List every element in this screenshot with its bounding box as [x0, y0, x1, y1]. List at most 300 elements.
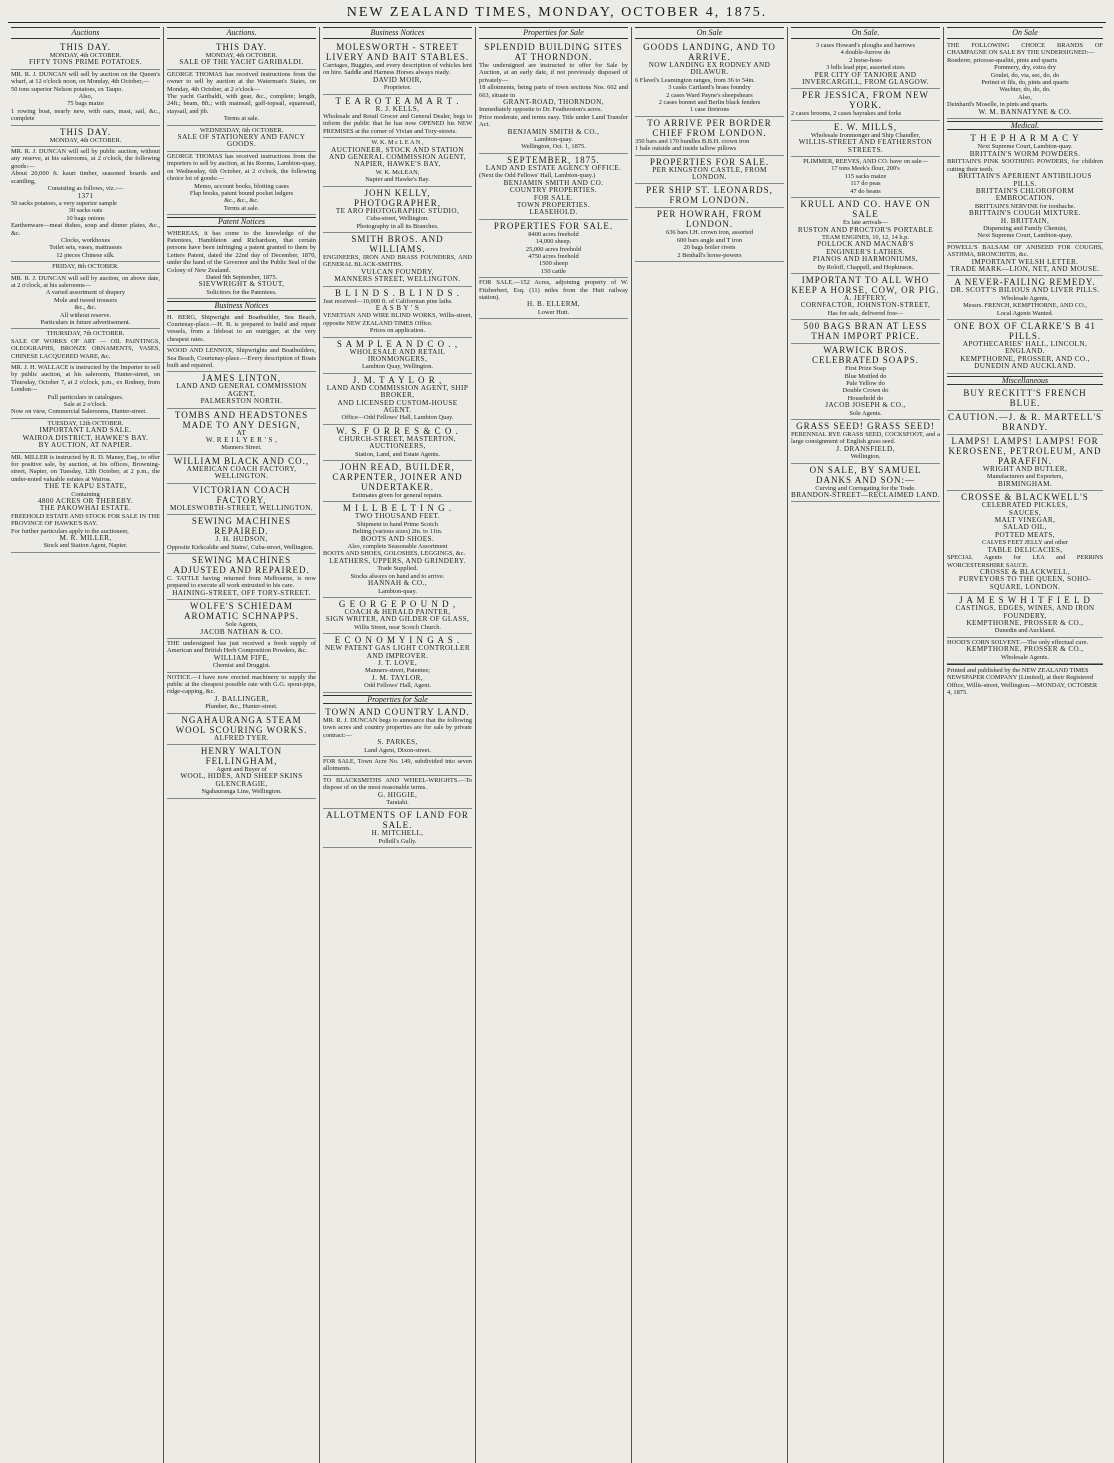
ad-line: GEORGE THOMAS has received instructions from the importers to sell by auction, at his Rooms, Lambton-quay, on Wednesday, 6th October, at 2 o'clock, the following choice lot of goods:—	[167, 152, 316, 183]
ad-line: MONDAY, 4th OCTOBER.	[49, 52, 122, 59]
advertisement	[323, 634, 472, 692]
ad-line: 2 cases Ward Payne's sheepshears	[666, 91, 753, 99]
advertisement	[167, 455, 316, 484]
ad-line: Station, Land, and Estate Agents.	[354, 450, 440, 458]
ad-line: POLLOCK AND MACNAB'S	[817, 240, 914, 249]
ad-line: 12 pieces Chinese silk.	[56, 251, 115, 259]
ad-line: GRANT-ROAD, THORNDON,	[503, 98, 604, 107]
ad-line: THE PAKOWHAI ESTATE.	[39, 504, 132, 513]
ad-line: 2 cases brooms, 2 cases hayrakes and forks	[791, 110, 902, 118]
advertisement	[323, 502, 472, 597]
ad-line: DR. SCOTT'S BILIOUS AND LIVER PILLS.	[950, 286, 1100, 295]
ad-line: MR. R. J. DUNCAN will sell by auction, on above date, at 2 o'clock, at his salerooms—	[11, 274, 160, 289]
ad-line: 2 Benhall's horse-powers	[677, 251, 742, 259]
ad-line: GOODS LANDING, AND TO ARRIVE.	[643, 42, 776, 62]
ad-line: WRIGHT AND BUTLER,	[982, 465, 1068, 474]
ad-line: Clocks, workboxes	[61, 236, 110, 244]
ad-line: JOHN KELLY, PHOTOGRAPHER,	[353, 187, 442, 208]
section-heading: Miscellaneous	[947, 376, 1103, 385]
ad-line: TUESDAY, 12th OCTOBER.	[47, 419, 124, 427]
ad-line: G. HIGGIE,	[377, 790, 418, 799]
advertisement	[11, 262, 160, 273]
ad-line: TOMBS AND HEADSTONES MADE TO ANY DESIGN,	[174, 409, 309, 430]
ad-line: W. M. BANNATYNE & CO.	[978, 107, 1072, 116]
ad-line: By Roloff, Chappell, and Hopkinson.	[817, 263, 914, 271]
ad-line: First Prize Soap	[845, 365, 886, 373]
ad-line: FOR SALE.—152 Acres, adjoining property of W. Fitzherbert, Esq. (11) miles from the Hutt railway station).	[479, 279, 628, 301]
ad-line: AND LICENSED CUSTOM-HOUSE AGENT.	[337, 398, 458, 414]
advertisement	[635, 208, 784, 262]
advertisement	[791, 41, 940, 89]
ad-line: NAPIER, HAWKE'S BAY,	[354, 160, 441, 169]
ad-line: DAVID MOIR,	[373, 75, 422, 84]
ad-line: 350 bars and 170 bundles B.B.H. crown iron	[635, 137, 750, 145]
column-heading: Auctions	[11, 27, 160, 39]
ad-line: 14,000 sheep.	[535, 238, 572, 246]
advertisement	[11, 453, 160, 553]
ad-line: J. T. LOVE,	[377, 658, 418, 667]
ad-line: Polhill's Gully.	[378, 837, 417, 845]
ad-line: 30 sacks oats	[68, 207, 103, 215]
ad-line: Deinhard's Moselle, in pints and quarts.	[947, 101, 1049, 109]
ad-line: Earthenware—meat dishes, soup and dinner plates, &c., &c.	[11, 222, 160, 237]
ad-line: Has for sale, delivered free—	[827, 309, 904, 317]
ad-line: For further particulars apply to the auctioneer,	[11, 527, 129, 535]
ad-line: THE FOLLOWING CHOICE BRANDS OF CHAMPAGNE ON SALE BY THE UNDERSIGNED:—	[947, 42, 1103, 57]
advertisement	[947, 387, 1103, 411]
ad-line: 25,000 acres freehold	[525, 245, 582, 253]
ad-line: A. JEFFERY,	[843, 293, 888, 302]
advertisement	[167, 41, 316, 70]
ad-line: WHEREAS, it has come to the knowledge of the Patentees, Hambleton and Richardson, that certain persons have been infringing a patent granted to them by Letters Patent, dated the 22nd day of December, 1870, under the hand of the Governor and the Public Seal of the Colony of New Zealand.	[167, 229, 316, 274]
ad-line: CASTINGS, EDGES, WINES, AND IRON FOUNDERY,	[955, 604, 1095, 620]
ad-line: J. DRANSFIELD,	[836, 444, 895, 453]
ad-line: WELLINGTON.	[214, 472, 269, 481]
ad-line: WOLFE'S SCHIEDAM AROMATIC SCHNAPPS.	[183, 601, 300, 622]
ad-line: The yacht Garibaldi, with gear, &c., complete; length, 24ft.; beam, 8ft.; with mainsail, gaff-topsail, squaresail, staysail, and jib.	[167, 93, 316, 115]
ad-line: PROPERTIES FOR SALE.	[649, 156, 770, 167]
advertisement	[323, 287, 472, 338]
ad-line: VICTORIAN COACH FACTORY,	[192, 484, 291, 505]
ad-line: Wholesale Agents.	[1001, 653, 1049, 661]
column-heading: Business Notices	[323, 27, 472, 39]
ad-line: 3 casks Cartland's brass foundry	[668, 84, 751, 92]
masthead: NEW ZEALAND TIMES, MONDAY, OCTOBER 4, 1875.	[8, 4, 1106, 23]
ad-line: WARWICK BROS. CELEBRATED SOAPS.	[811, 345, 919, 366]
ad-line: 4 double-furrow do	[840, 49, 891, 57]
ad-line: 8400 acres freehold	[528, 230, 579, 238]
ad-line: MONDAY, 4th OCTOBER.	[205, 52, 278, 59]
ad-line: COUNTRY PROPERTIES.	[509, 186, 598, 195]
ad-line: &c., &c.	[74, 304, 97, 312]
ad-line: NEW PATENT GAS LIGHT CONTROLLER AND IMPROVER.	[324, 644, 471, 660]
ad-line: LEATHERS, UPPERS, AND GRINDERY.	[329, 556, 466, 565]
ad-line: WHOLESALE AND RETAIL IRONMONGERS,	[349, 347, 446, 363]
ad-line: Also,	[1018, 93, 1032, 101]
ad-line: MALT VINEGAR,	[994, 516, 1056, 525]
ad-line: 17 tons Meek's flour, 200's	[831, 165, 900, 173]
ad-line: THE TE KAPU ESTATE,	[44, 482, 127, 491]
ad-line: THIS DAY.	[59, 42, 111, 52]
ad-line: Household do	[847, 394, 884, 402]
ad-line: Stocks always on hand and to arrive.	[350, 572, 445, 580]
ad-line: Full particulars in catalogues.	[47, 393, 124, 401]
ad-line: CELEBRATED PICKLES,	[981, 501, 1069, 510]
ad-line: A varied assortment of drapery	[45, 289, 126, 297]
ad-line: Napier and Hawke's Bay.	[365, 176, 430, 184]
ad-line: Ex late arrivals—	[842, 219, 889, 227]
ad-line: KEMPTHORNE, PROSSER & CO.,	[966, 618, 1084, 627]
advertisement	[167, 346, 316, 372]
advertisement	[167, 152, 316, 215]
ad-line: BOOTS AND SHOES, GOLOSHES, LEGGINGS, &c.	[323, 550, 466, 558]
advertisement	[791, 464, 940, 503]
ad-line: Also,	[78, 93, 93, 101]
ad-line: About 20,000 ft. kauri timber, seasoned boards and scantling,	[11, 170, 160, 185]
ad-line: AMERICAN COACH FACTORY,	[186, 464, 297, 473]
imprint-footer: Printed and published by the NEW ZEALAND TIMES NEWSPAPER COMPANY (Limited), at their Registered Office, Willis-street, Wellington.—MONDAY, OCTOBER 4, 1875.	[947, 664, 1103, 697]
ad-line: Wholesale and Retail Grocer and General Dealer, begs to inform the public that he has now OPENED his NEW PREMISES at the corner of Vivian and Tory-streets.	[323, 113, 472, 135]
ad-line: SALE OF THE YACHT GARIBALDI.	[179, 58, 304, 67]
ad-line: TE ARO PHOTOGRAPHIC STUDIO,	[335, 206, 460, 215]
ad-line: THE undersigned has just received a fresh supply of American and British Herb Composition Powders, &c.	[167, 639, 316, 655]
ad-line: JOHN READ, BUILDER, CARPENTER, JOINER AND UNDERTAKER.	[332, 462, 463, 493]
advertisement	[947, 320, 1103, 374]
ad-line: 1 case fireirons	[689, 106, 730, 114]
ad-line: AT	[236, 428, 247, 437]
ad-line: A NEVER-FAILING REMEDY.	[954, 277, 1096, 288]
ad-line: 50 tons superior Nelson potatoes, ex Taupo.	[11, 85, 123, 93]
ad-line: Willis Street, near Scotch Church.	[353, 623, 442, 631]
ad-line: COACH & HERALD PAINTER,	[344, 607, 451, 616]
ad-line: MR. R. J. DUNCAN will sell by auction on the Queen's wharf, at 12 o'clock noon, on Monday, 4th October,—	[11, 70, 160, 86]
ad-line: BRITTAIN'S COUGH MIXTURE.	[969, 209, 1081, 218]
ad-line: SEPTEMBER, 1875.	[507, 154, 600, 165]
ad-line: S. PARKES,	[377, 738, 418, 747]
ad-line: 115 sacks maize	[844, 172, 887, 180]
ad-line: SPLENDID BUILDING SITES AT THORNDON.	[484, 42, 623, 62]
ad-line: AUCTIONEERS,	[369, 442, 426, 451]
ad-line: MR. R. J. DUNCAN will sell by public auction, without any reserve, at his salerooms, at 2 o'clock, the following goods:—	[11, 148, 160, 170]
ad-line: IMPORTANT LAND SALE.	[39, 426, 132, 435]
ad-line: ON SALE, BY SAMUEL DANKS AND SON:—	[809, 464, 922, 485]
ad-line: LAND AND GENERAL COMMISSION AGENT,	[176, 382, 307, 398]
ad-line: SAUCES,	[1008, 508, 1042, 517]
advertisement	[167, 515, 316, 554]
ad-line: WEDNESDAY, 6th OCTOBER.	[199, 126, 284, 134]
ad-line: Terms at sale.	[223, 115, 260, 123]
advertisement	[947, 41, 1103, 119]
ad-line: 1371	[77, 191, 94, 200]
ad-line: S A M P L E A N D C O . ,	[336, 338, 459, 349]
advertisement	[323, 187, 472, 233]
column-heading: On Sale	[947, 27, 1103, 39]
ad-line: Pommery, dry, extra dry	[994, 64, 1056, 72]
ad-line: ENGINEER'S LATHES.	[826, 247, 905, 256]
ad-line: J A M E S W H I T F I E L D	[959, 595, 1091, 606]
ad-line: ALLOTMENTS OF LAND FOR SALE.	[326, 810, 469, 831]
advertisement	[167, 484, 316, 515]
column-3	[320, 27, 476, 1463]
advertisement	[323, 757, 472, 776]
ad-line: PERENNIAL RYE GRASS SEED, COCKSFOOT, and a large consignment of English grass seed.	[791, 431, 940, 446]
section-heading: Properties for Sale	[323, 695, 472, 704]
ad-line: E A S B Y ' S	[375, 303, 420, 312]
ad-line: WOOL, HIDES, AND SHEEP SKINS	[180, 772, 303, 781]
advertisement	[11, 419, 160, 453]
ad-line: T E A R O T E A M A R T .	[335, 95, 460, 106]
ad-line: Wholesale Agents,	[1001, 294, 1049, 302]
ad-line: 4750 acres freehold	[528, 252, 579, 260]
advertisement	[479, 220, 628, 278]
ad-line: SPECIAL Agents for LEA and PERRINS WORCESTERSHIRE SAUCE.	[947, 554, 1103, 569]
ad-line: MANNERS STREET, WELLINGTON.	[334, 275, 461, 284]
advertisement	[167, 229, 316, 300]
ad-line: Manners-street, Patentee;	[365, 667, 430, 675]
ad-line: Manufacturers and Exporters,	[986, 473, 1064, 481]
ad-line: Land Agent, Dixon-street.	[364, 746, 431, 754]
ad-line: Price moderate, and terms easy. Title under Land Transfer Act.	[479, 113, 628, 129]
ad-line: Immediately opposite to Dr. Featherston's acres.	[479, 106, 603, 114]
ad-line: T H E P H A R M A C Y	[970, 133, 1080, 144]
ad-line: 6 Flavel's Leamington ranges, from 36 to 54in.	[635, 76, 755, 84]
advertisement	[947, 491, 1103, 594]
ad-line: Sole Agents.	[849, 409, 882, 417]
ad-line: MR. MILLER is instructed by R. D. Maney, Esq., to offer for positive sale, by auction, at his offices, Browning-street, Napier, on Tuesday, 12th October, at 2 p.m., the under-noted valuable estates at Wairoa.	[11, 453, 160, 483]
ad-line: BRITTAIN'S PINK SOOTHING POWDERS, for children cutting their teeth.	[947, 158, 1103, 173]
ad-line: Also, complete Seasonable Assortment	[347, 543, 448, 551]
advertisement	[323, 461, 472, 502]
advertisement	[791, 344, 940, 420]
ad-line: Odd Fellows' Hall, Agent.	[364, 682, 431, 690]
advertisement	[167, 673, 316, 714]
advertisement	[11, 70, 160, 126]
ad-line: Curving and Corrugating for the Trade.	[815, 484, 916, 492]
advertisement	[167, 313, 316, 347]
advertisement	[947, 411, 1103, 435]
section-heading: Medical.	[947, 121, 1103, 130]
ad-line: 1500 sheep	[539, 260, 568, 268]
ad-line: BENJAMIN SMITH AND CO.	[503, 178, 604, 187]
ad-line: JACOB NATHAN & CO.	[200, 627, 283, 636]
ad-line: BUY RECKITT'S FRENCH BLUE.	[963, 388, 1087, 409]
column-4	[476, 27, 632, 1463]
ad-line: Double Crown do	[842, 387, 889, 395]
ad-line: LAND AND COMMISSION AGENT, SHIP BROKER,	[326, 383, 469, 400]
ad-line: W. R E I L Y E R ' S ,	[205, 436, 278, 445]
ad-line: Dunedin and Auckland.	[994, 627, 1056, 635]
ad-line: TO BLACKSMITHS AND WHEEL-WRIGHTS.—To dispose of on the most reasonable terms.	[323, 776, 472, 792]
advertisement	[323, 598, 472, 634]
ad-line: Mole and tweed trousers	[53, 296, 117, 304]
advertisement	[323, 425, 472, 461]
ad-line: Proprietor.	[383, 84, 412, 92]
ad-line: PROPERTIES FOR SALE.	[493, 220, 614, 231]
advertisement	[791, 420, 940, 464]
column-heading: Properties for Sale	[479, 27, 628, 39]
ad-line: WAIROA DISTRICT, HAWKE'S BAY.	[22, 433, 149, 442]
ad-line: CAUTION.—J. & R. MARTELL'S BRANDY.	[947, 412, 1103, 433]
ad-line: 600 bars angle and T iron	[676, 236, 743, 244]
ad-line: 3 bdls lead pipe, assorted sizes	[826, 64, 905, 72]
advertisement	[323, 706, 472, 757]
advertisement	[167, 639, 316, 673]
ad-line: 117 do peas	[850, 180, 881, 188]
ad-line: THIS DAY.	[59, 126, 111, 137]
ad-line: MOLESWORTH - STREET LIVERY AND BAIT STABLES.	[325, 42, 470, 62]
advertisement	[167, 126, 316, 152]
ad-line: CORNFACTOR, JOHNSTON-STREET,	[800, 301, 931, 310]
column-heading: On Sale	[635, 27, 784, 39]
ad-line: Opposite Kirkcaldie and Stains', Cuba-street, Wellington.	[167, 543, 314, 551]
ad-line: Agent and Buyer of	[216, 766, 267, 773]
ad-line: MOLESWORTH-STREET, WELLINGTON.	[169, 503, 314, 512]
ad-line: TOWN PROPERTIES.	[516, 200, 591, 209]
ad-line: PLIMMER, REEVES, AND CO. have on sale—	[803, 158, 928, 166]
advertisement	[167, 600, 316, 639]
ad-line: Dispensing and Family Chemist,	[983, 224, 1067, 232]
advertisement	[947, 435, 1103, 491]
ad-line: E C O N O M Y I N G A S .	[334, 635, 461, 646]
ad-line: 1 rowing boat, nearly new, with oars, mast, sail, &c., complete	[11, 107, 160, 123]
advertisement	[323, 374, 472, 425]
ad-line: TEAM ENGINES, 10, 12, 14 h.p.	[822, 233, 909, 241]
column-heading: On Sale.	[791, 27, 940, 39]
ad-line: IMPORTANT TO ALL WHO KEEP A HORSE, COW, OR PIG.	[791, 274, 940, 295]
section-heading: Business Notices	[167, 301, 316, 310]
advertisement	[323, 233, 472, 287]
ad-line: J. H. HUDSON,	[215, 535, 268, 544]
ad-line: PALMERSTON NORTH.	[200, 397, 283, 406]
ad-line: Perinet et fils, do, pints and quarts	[981, 79, 1069, 87]
ad-line: BIRMINGHAM.	[997, 479, 1053, 488]
ad-line: WOOD AND LENNOX, Shipwrights and Boatbuilders, Sea Beach, Courtenay-place.—Every description of Boats built and repaired.	[167, 347, 316, 370]
ad-line: MR. R. J. DUNCAN begs to announce that the following town acres and country properties are for sale by private contract:—	[323, 716, 472, 739]
ad-line: CROSSE & BLACKWELL,	[979, 567, 1071, 576]
ad-line: Shipment to hand Prime Scotch	[357, 520, 438, 528]
ad-line: Office—Odd Fellows' Hall, Lambton Quay.	[341, 414, 454, 422]
ad-line: Pale Yellow do	[846, 379, 885, 387]
advertisement	[167, 409, 316, 455]
ad-line: SALE OF STATIONERY AND FANCY GOODS.	[177, 133, 306, 149]
ad-line: NGAHAURANGA STEAM WOOL SCOURING WORKS.	[175, 714, 308, 735]
ad-line: 2 horse-hoes	[849, 56, 882, 64]
ad-line: NOTICE.—I have now erected machinery to supply the public at the cheapest possible rate with G.G. spout-pipe, ridge-capping, &c.	[167, 673, 316, 696]
advertisement	[167, 745, 316, 799]
ad-line: DUNEDIN AND AUCKLAND.	[974, 362, 1076, 371]
ad-line: 150 cattle	[540, 267, 567, 275]
ad-line: WILLIAM FIFE,	[213, 653, 270, 662]
ad-line: SALE OF WORKS OF ART — OIL PAINTINGS, OLEOGRAPHS, BRONZE ORNAMENTS, VASES, CHINESE LACQUERED WARE, &c.	[11, 337, 160, 360]
ad-line: BRITTAIN'S WORM POWDERS.	[969, 149, 1081, 158]
advertisement	[11, 126, 160, 147]
ad-line: Ngahauranga Line, Wellington.	[201, 788, 282, 796]
advertisement	[635, 41, 784, 117]
ad-line: JACOB JOSEPH & CO.,	[825, 401, 906, 410]
ad-line: CALVES FEET JELLY and other	[981, 539, 1069, 547]
ad-line: HENRY WALTON FELLINGHAM,	[200, 746, 283, 766]
ad-line: Lambton-quay.	[534, 136, 573, 144]
ad-line: HAINING-STREET, OFF TORY-STREET.	[172, 588, 311, 597]
ad-line: SEWING MACHINES ADJUSTED AND REPAIRED.	[173, 554, 310, 575]
advertisement	[791, 89, 940, 120]
ad-line: THURSDAY, 7th OCTOBER.	[46, 330, 125, 338]
ad-line: Wellington.	[850, 453, 881, 461]
ad-line: Memo, account books, blotting cases	[194, 182, 289, 190]
ad-line: Goulet, do, via, sec, do, do	[990, 71, 1060, 79]
section-heading: Patent Notices	[167, 217, 316, 226]
ad-line: GEORGE THOMAS has received instructions from the owner to sell by auction at the Waterman's Stairs, on Monday, 4th October, at 2 o'clock—	[167, 70, 316, 93]
advertisement	[11, 363, 160, 419]
column-1	[8, 27, 164, 1463]
ad-line: PER JESSICA, FROM NEW YORK.	[801, 90, 930, 111]
ad-line: Cuba-street, Wellington.	[366, 215, 429, 223]
ad-line: Wholesale Ironmonger and Ship Chandler,	[810, 131, 921, 139]
ad-line: FIFTY TONS PRIME POTATOES.	[29, 58, 142, 67]
ad-line: Lower Hutt.	[537, 308, 570, 316]
advertisement	[167, 554, 316, 600]
ad-line: H. BERG, Shipwright and Boatbuilder, Sea Beach, Courtenay-place.—H. B. is prepared to build and repair vessels, from a lifeboat to an outrigger, at the very cheapest rates.	[167, 313, 316, 343]
advertisement	[791, 320, 940, 344]
ad-line: Sale at 2 o'clock.	[63, 401, 108, 409]
ad-line: FRIDAY, 8th OCTOBER.	[52, 263, 119, 271]
column-heading: Auctions.	[167, 27, 316, 39]
ad-line: PER HOWRAH, FROM LONDON.	[656, 209, 763, 230]
ad-line: J. M. T A Y L O R ,	[352, 374, 443, 385]
ad-line: BRANDON-STREET—RECLAIMED LAND.	[791, 491, 940, 500]
ad-line: SALAD OIL,	[1003, 523, 1047, 532]
advertisement	[11, 274, 160, 330]
ad-line: BRITTAIN'S NERVINE for toothache.	[974, 202, 1076, 210]
ad-line: Wellington, Oct. 1, 1875.	[521, 143, 586, 151]
ad-line: Estimates given for general repairs.	[352, 492, 443, 500]
ad-line: ONE BOX OF CLARKE'S B 41 PILLS.	[954, 321, 1096, 341]
ad-line: All without reserve.	[60, 311, 111, 319]
ad-line: Manners Street.	[221, 444, 262, 452]
ad-line: HANNAH & CO.,	[367, 579, 428, 588]
ad-line: BRITTAIN'S CHLOROFORM EMBROCATION.	[975, 186, 1075, 203]
ad-line: TABLE DELICACIES,	[987, 545, 1063, 554]
ad-line: H. BRITTAIN,	[1000, 216, 1050, 225]
ad-line: NOW LANDING EX RODNEY AND DILAWUR.	[648, 61, 771, 77]
advertisement	[323, 138, 472, 186]
ad-line: Local Agents Wanted.	[996, 309, 1054, 317]
ad-line: Stock and Station Agent, Napier.	[43, 542, 128, 550]
ad-line: Lambton-quay.	[378, 587, 417, 595]
ad-line: ENGINEERS, IRON AND BRASS FOUNDERS, AND GENERAL BLACK-SMITHS.	[323, 253, 472, 269]
ad-line: R. J. KELLS,	[375, 104, 420, 113]
ad-line: M I L L B E L T I N G .	[342, 503, 453, 514]
ad-line: TO ARRIVE PER BORDER CHIEF FROM LONDON.	[647, 117, 772, 138]
ad-line: KEMPTHORNE, PROSSER, AND CO.,	[960, 354, 1090, 363]
ad-line: BENJAMIN SMITH & CO.,	[507, 127, 600, 136]
ad-line: Trade Supplied.	[377, 565, 418, 573]
ad-line: POTTED MEATS,	[995, 530, 1055, 539]
ad-line: Photography in all its Branches.	[356, 222, 439, 230]
ad-line: M. R. MILLER,	[59, 533, 112, 542]
advertisement	[167, 714, 316, 745]
ad-line: Lambton Quay, Wellington.	[361, 363, 433, 371]
ad-line: H. MITCHELL,	[371, 829, 424, 838]
ad-line: 2 cases bonnet and Berlin black fenders	[658, 99, 761, 107]
ad-line: PER SHIP ST. LEONARDS, FROM LONDON.	[646, 185, 773, 206]
ad-line: 50 sacks potatoes, a very superior sample	[11, 199, 117, 207]
ad-line: J. M. TAYLOR,	[371, 673, 424, 682]
ad-line: VENETIAN AND WIRE BLIND WORKS, Willis-street, opposite NEW ZEALAND TIMES Office.	[323, 312, 472, 327]
ad-line: Wachter, do, do, do.	[999, 86, 1051, 94]
ad-line: Toilet sets, vases, mattrasses	[49, 244, 122, 252]
column-5	[632, 27, 788, 1463]
